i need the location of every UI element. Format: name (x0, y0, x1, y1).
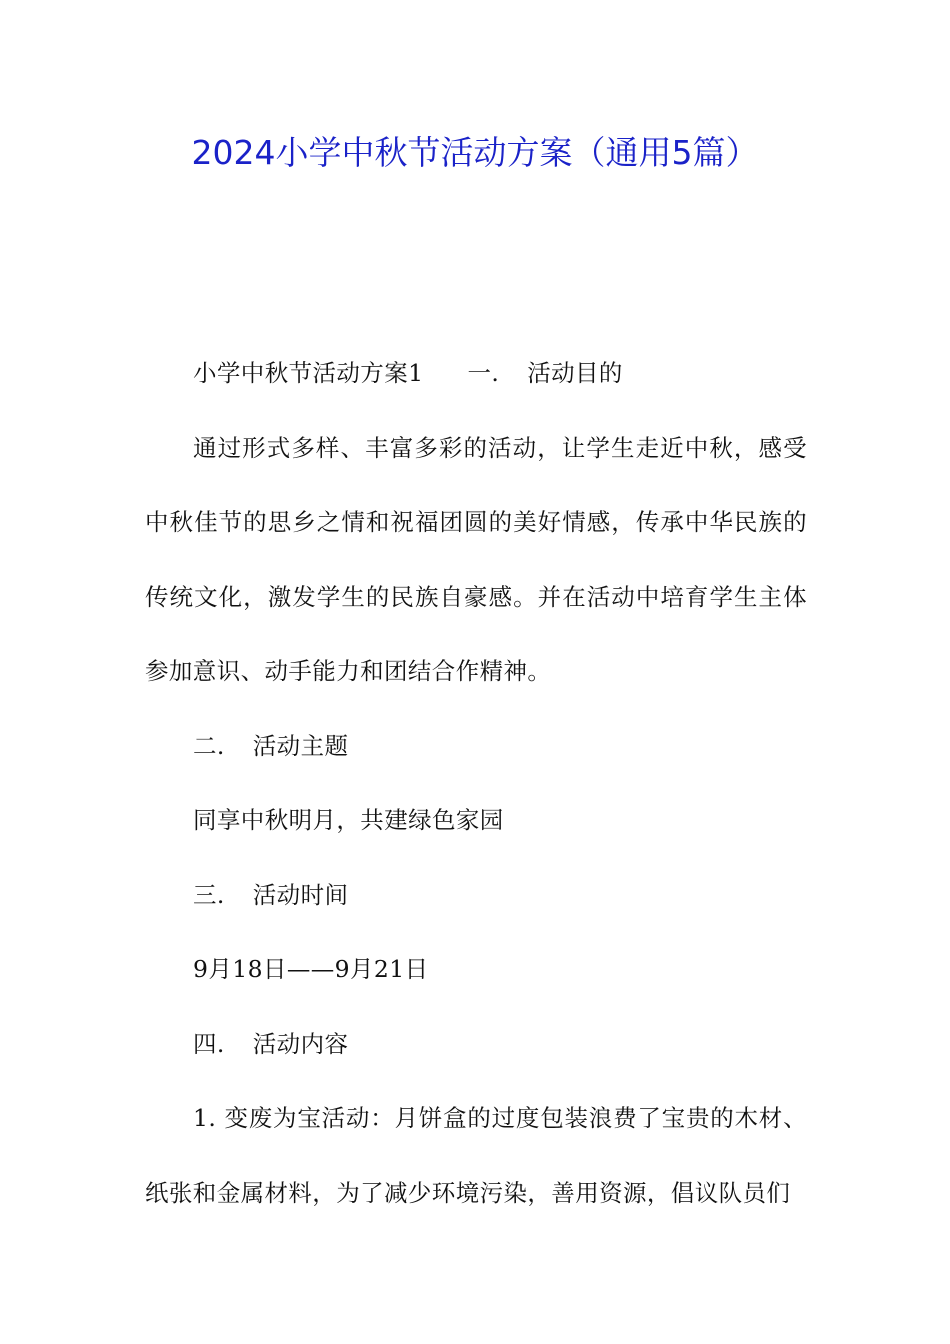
document-title: 2024小学中秋节活动方案（通用5篇） (191, 133, 759, 172)
section-4-number: 四. (193, 1029, 225, 1058)
section-3-heading-line (145, 858, 807, 933)
section-2-number: 二. (193, 731, 225, 760)
section-1-heading: 活动目的 (527, 359, 623, 387)
section-2-heading-line (145, 709, 807, 784)
section-3-number: 三. (193, 880, 225, 909)
section-3-heading: 活动时间 (252, 880, 349, 909)
section-1-heading-line (145, 336, 807, 411)
section-4-heading-line (145, 1007, 807, 1082)
section-4-heading: 活动内容 (252, 1029, 349, 1058)
section-2-body: 同享中秋明月，共建绿色家园 (193, 806, 504, 834)
section-1-number: 一. (467, 359, 500, 387)
section-4-item-1: 1. 变废为宝活动：月饼盒的过度包装浪费了宝贵的木材、纸张和金属材料，为了减少环境污染，善用资源，倡议队员们 (145, 1104, 807, 1207)
plan-label: 小学中秋节活动方案1 (193, 359, 424, 387)
section-2-heading: 活动主题 (252, 731, 349, 760)
section-3-body: 9月18日——9月21日 (193, 955, 429, 983)
document-body (145, 336, 807, 1230)
section-1-body: 通过形式多样、丰富多彩的活动，让学生走近中秋，感受中秋佳节的思乡之情和祝福团圆的美好情感，传承中华民族的传统文化，激发学生的民族自豪感。并在活动中培育学生主体参加意识、动手能力和团结合作精神。 (145, 433, 807, 685)
